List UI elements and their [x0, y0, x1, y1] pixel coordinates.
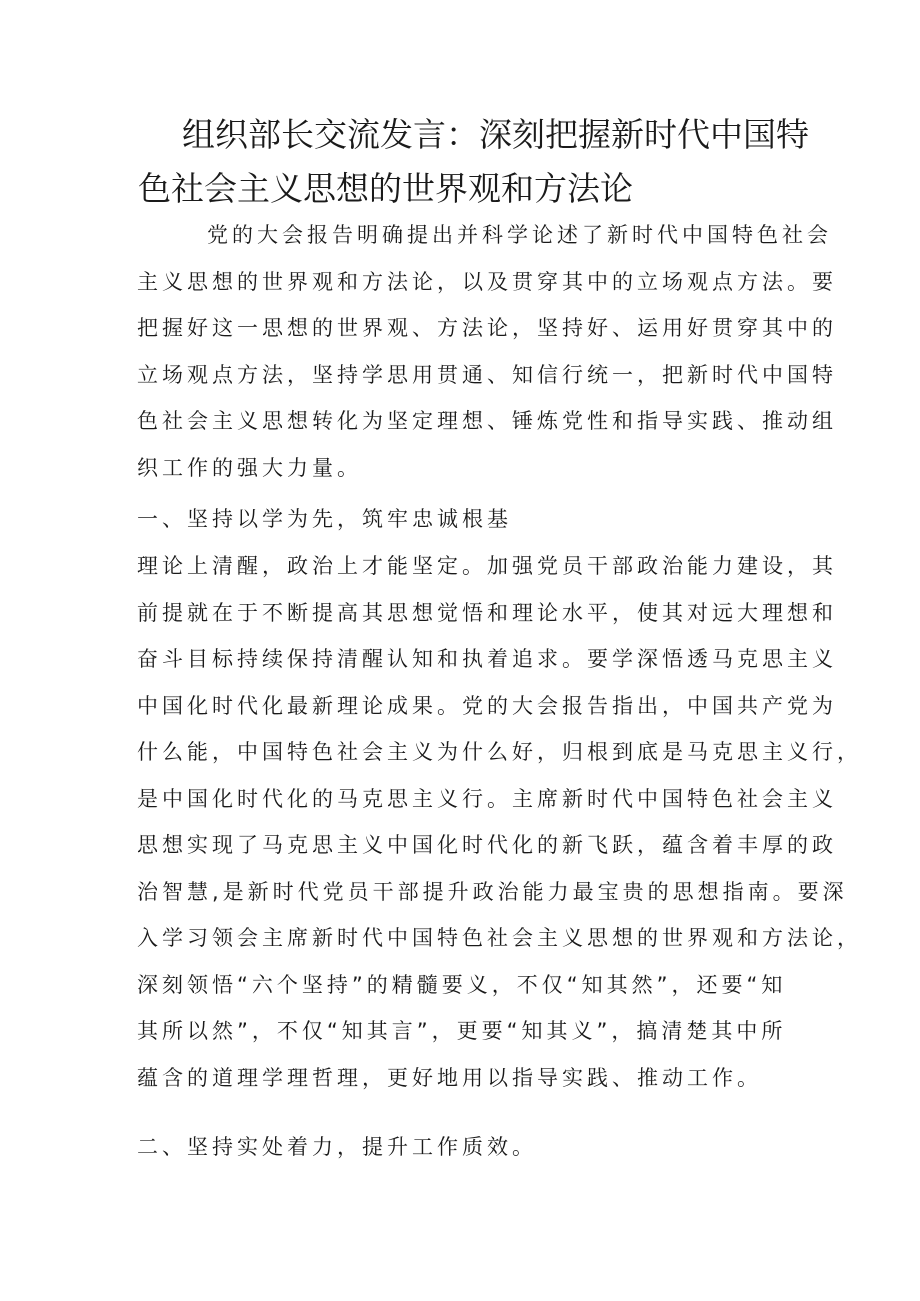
text-line: 前提就在于不断提高其思想觉悟和理论水平，使其对远大理想和	[137, 600, 837, 625]
title-line: 组织部长交流发言：深刻把握新时代中国特	[182, 115, 809, 154]
text-line: 是中国化时代化的马克思主义行。主席新时代中国特色社会主义	[137, 786, 837, 811]
text-line: 深刻领悟“六个坚持”的精髓要义，不仅“知其然”，还要“知	[137, 972, 787, 997]
section-heading-2: 二、坚持实处着力，提升工作质效。	[137, 1135, 537, 1159]
page-title	[138, 108, 818, 216]
text-line: 党的大会报告明确提出并科学论述了新时代中国特色社会	[207, 223, 832, 247]
intro-paragraph	[137, 212, 837, 491]
text-line: 主义思想的世界观和方法论，以及贯穿其中的立场观点方法。要	[137, 269, 837, 294]
text-line: 治智慧,是新时代党员干部提升政治能力最宝贵的思想指南。要深	[137, 879, 848, 904]
text-line: 把握好这一思想的世界观、方法论，坚持好、运用好贯穿其中的	[137, 316, 837, 340]
section-1-paragraph	[137, 543, 862, 1101]
text-line: 其所以然”，不仅“知其言”，更要“知其义”，搞清楚其中所	[137, 1019, 787, 1043]
text-line: 入学习领会主席新时代中国特色社会主义思想的世界观和方法论，	[137, 926, 862, 950]
text-line: 蕴含的道理学理哲理，更好地用以指导实践、推动工作。	[137, 1065, 762, 1090]
text-line: 织工作的强大力量。	[137, 455, 362, 480]
text-line: 色社会主义思想转化为坚定理想、锤炼党性和指导实践、推动组	[137, 409, 837, 433]
text-line: 理论上清醒，政治上才能坚定。加强党员干部政治能力建设，其	[137, 554, 837, 578]
text-line: 思想实现了马克思主义中国化时代化的新飞跃，蕴含着丰厚的政	[137, 833, 837, 857]
text-line: 什么能，中国特色社会主义为什么好，归根到底是马克思主义行，	[137, 740, 862, 764]
title-line: 色社会主义思想的世界观和方法论	[138, 169, 633, 208]
section-heading-1: 一、坚持以学为先，筑牢忠诚根基	[137, 507, 512, 531]
text-line: 奋斗目标持续保持清醒认知和执着追求。要学深悟透马克思主义	[137, 647, 837, 671]
text-line: 中国化时代化最新理论成果。党的大会报告指出，中国共产党为	[137, 693, 837, 718]
text-line: 立场观点方法，坚持学思用贯通、知信行统一，把新时代中国特	[137, 362, 837, 387]
